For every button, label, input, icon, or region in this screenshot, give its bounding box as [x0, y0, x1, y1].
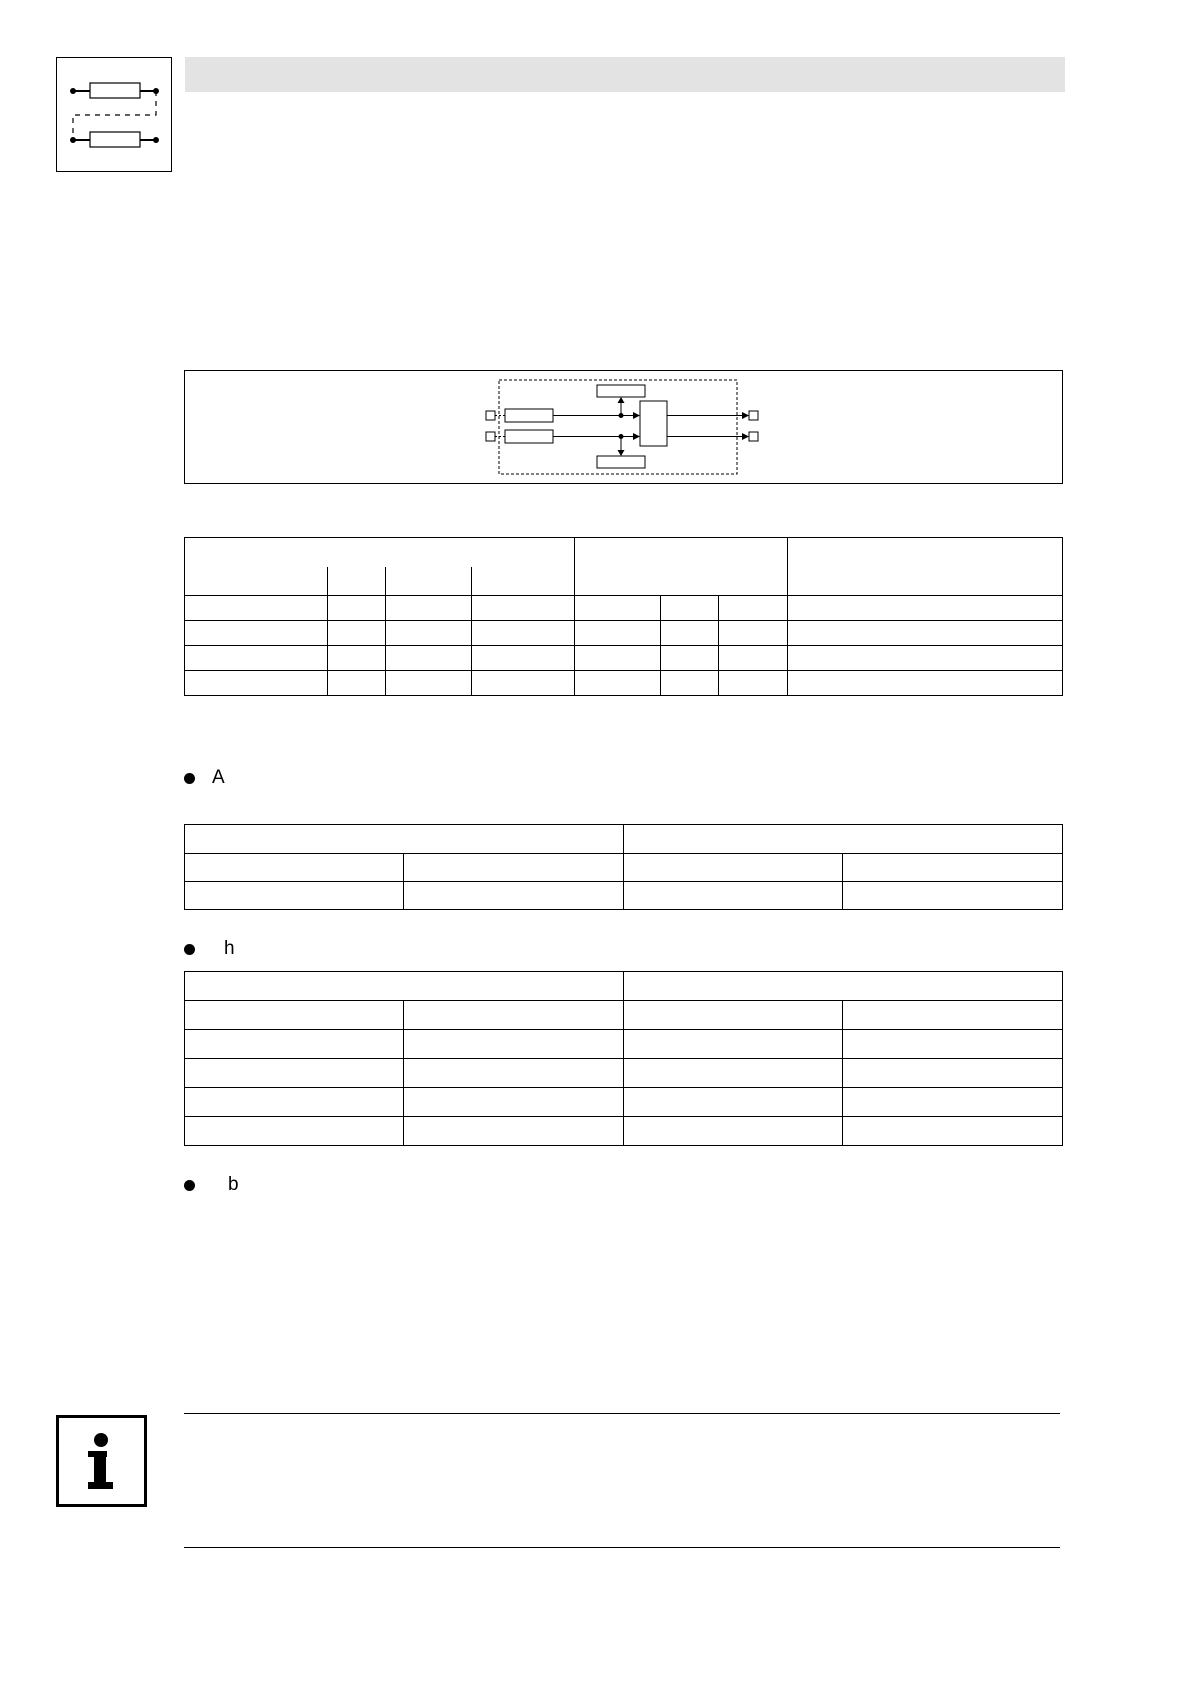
- table-row: [185, 1030, 1063, 1059]
- table-row: [185, 854, 1063, 882]
- header-sub-3: [386, 567, 472, 596]
- table-row: [185, 1117, 1063, 1146]
- table-a: [184, 824, 1063, 910]
- header-group-1: [185, 538, 575, 567]
- top-block: [597, 385, 645, 397]
- bullet-item-a: [184, 766, 225, 790]
- bullet-label: A: [212, 767, 225, 788]
- table-row: [185, 1059, 1063, 1088]
- bullet-item-b: [184, 1173, 239, 1197]
- bullet-dot: [184, 773, 195, 784]
- header-group-2: [575, 538, 788, 596]
- signals-table: [184, 537, 1063, 696]
- table-row: [185, 671, 1063, 696]
- table-row: [185, 825, 1063, 854]
- table-row: [185, 596, 1063, 621]
- note-top-rule: [184, 1413, 1060, 1414]
- input-block-1: [505, 409, 553, 422]
- table-row: [185, 1001, 1063, 1030]
- note-bottom-rule: [184, 1547, 1060, 1548]
- bullet-label: b: [228, 1174, 239, 1195]
- output-terminal-2: [749, 432, 758, 441]
- output-terminal-1: [749, 411, 758, 420]
- header-bar: [185, 57, 1065, 92]
- header-sub-2: [328, 567, 386, 596]
- table-row: [185, 882, 1063, 910]
- table-h: [184, 971, 1063, 1146]
- header-sub-4: [472, 567, 575, 596]
- bullet-dot: [184, 1180, 195, 1191]
- input-terminal-1: [486, 411, 495, 420]
- header-group-3: [788, 538, 1063, 596]
- table-row: [185, 646, 1063, 671]
- circuit-block-icon: [56, 57, 172, 172]
- bottom-block: [597, 456, 645, 468]
- bullet-item-h: [184, 937, 235, 961]
- table-row: [185, 1088, 1063, 1117]
- bullet-dot: [184, 944, 195, 955]
- input-block-2: [505, 430, 553, 443]
- center-block: [640, 401, 667, 446]
- table-row: [185, 621, 1063, 646]
- table-row: [185, 972, 1063, 1001]
- info-icon: [56, 1415, 147, 1507]
- function-block-diagram: [184, 370, 1063, 484]
- input-terminal-2: [486, 432, 495, 441]
- bullet-label: h: [224, 938, 235, 959]
- header-sub-1: [185, 567, 328, 596]
